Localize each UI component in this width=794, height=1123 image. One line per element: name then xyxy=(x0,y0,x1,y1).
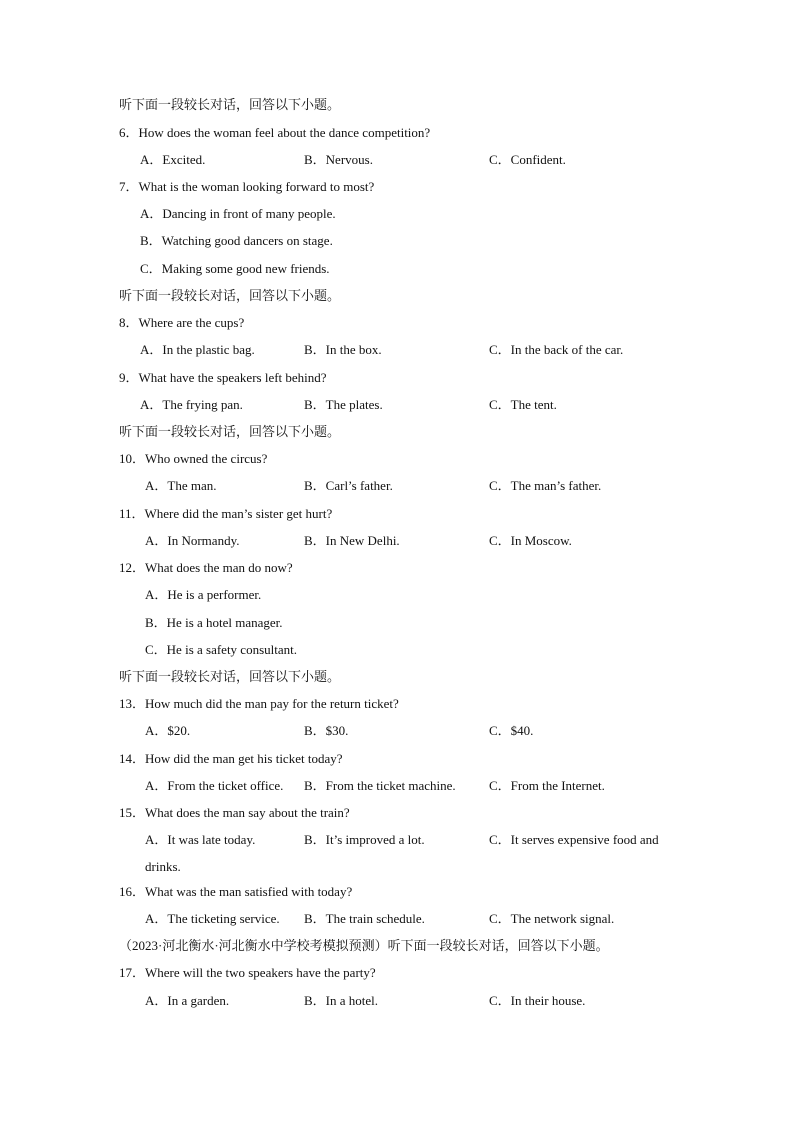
section-instruction: 听下面一段较长对话，回答以下小题。 xyxy=(119,288,341,303)
question-stem: 12．What does the man do now? xyxy=(119,560,293,575)
option-c: C．In the back of the car. xyxy=(489,342,624,357)
option-c-continuation: drinks. xyxy=(145,859,181,874)
question-stem: 7．What is the woman looking forward to most? xyxy=(119,179,375,194)
option-b: B．From the ticket machine. xyxy=(304,778,456,793)
option-a: A．Dancing in front of many people. xyxy=(140,206,336,221)
option-b: B．In the box. xyxy=(304,342,382,357)
option-a: A．From the ticket office. xyxy=(145,778,284,793)
section-instruction: 听下面一段较长对话，回答以下小题。 xyxy=(119,97,341,112)
option-b: B．The plates. xyxy=(304,397,383,412)
option-a: A．In a garden. xyxy=(145,993,230,1008)
option-c: C．The network signal. xyxy=(489,911,615,926)
section-instruction: 听下面一段较长对话，回答以下小题。 xyxy=(119,424,341,439)
option-b: B．Nervous. xyxy=(304,152,373,167)
question-stem: 17．Where will the two speakers have the party? xyxy=(119,965,376,980)
question-stem: 15．What does the man say about the train? xyxy=(119,805,350,820)
option-c: C．The tent. xyxy=(489,397,557,412)
option-b: B．$30. xyxy=(304,723,349,738)
option-b: B．It’s improved a lot. xyxy=(304,832,425,847)
option-a: A．It was late today. xyxy=(145,832,256,847)
option-b: B．In a hotel. xyxy=(304,993,379,1008)
option-a: A．$20. xyxy=(145,723,191,738)
section-instruction: 听下面一段较长对话，回答以下小题。 xyxy=(119,669,341,684)
option-b: B．The train schedule. xyxy=(304,911,425,926)
question-stem: 14．How did the man get his ticket today? xyxy=(119,751,343,766)
section-instruction: （2023·河北衡水·河北衡水中学校考模拟预测）听下面一段较长对话，回答以下小题。 xyxy=(119,938,609,953)
question-stem: 13．How much did the man pay for the return ticket? xyxy=(119,696,399,711)
option-a: A．In the plastic bag. xyxy=(140,342,255,357)
question-stem: 8．Where are the cups? xyxy=(119,315,245,330)
question-stem: 6．How does the woman feel about the dance competition? xyxy=(119,125,431,140)
option-a: A．The frying pan. xyxy=(140,397,243,412)
option-c: C．$40. xyxy=(489,723,534,738)
option-c: C．From the Internet. xyxy=(489,778,605,793)
option-c: C．In their house. xyxy=(489,993,586,1008)
option-b: B．He is a hotel manager. xyxy=(145,615,283,630)
question-stem: 11．Where did the man’s sister get hurt? xyxy=(119,506,333,521)
question-stem: 10．Who owned the circus? xyxy=(119,451,268,466)
question-stem: 9．What have the speakers left behind? xyxy=(119,370,327,385)
option-a: A．The ticketing service. xyxy=(145,911,280,926)
option-a: A．In Normandy. xyxy=(145,533,240,548)
option-a: A．The man. xyxy=(145,478,217,493)
option-b: B．Watching good dancers on stage. xyxy=(140,233,333,248)
option-c: C．Making some good new friends. xyxy=(140,261,330,276)
option-c: C．The man’s father. xyxy=(489,478,602,493)
option-b: B．In New Delhi. xyxy=(304,533,400,548)
option-c: C．Confident. xyxy=(489,152,566,167)
option-a: A．He is a performer. xyxy=(145,587,262,602)
question-stem: 16．What was the man satisfied with today? xyxy=(119,884,353,899)
option-c: C．He is a safety consultant. xyxy=(145,642,297,657)
option-b: B．Carl’s father. xyxy=(304,478,393,493)
option-c: C．In Moscow. xyxy=(489,533,572,548)
option-a: A．Excited. xyxy=(140,152,206,167)
option-c: C．It serves expensive food and xyxy=(489,832,659,847)
